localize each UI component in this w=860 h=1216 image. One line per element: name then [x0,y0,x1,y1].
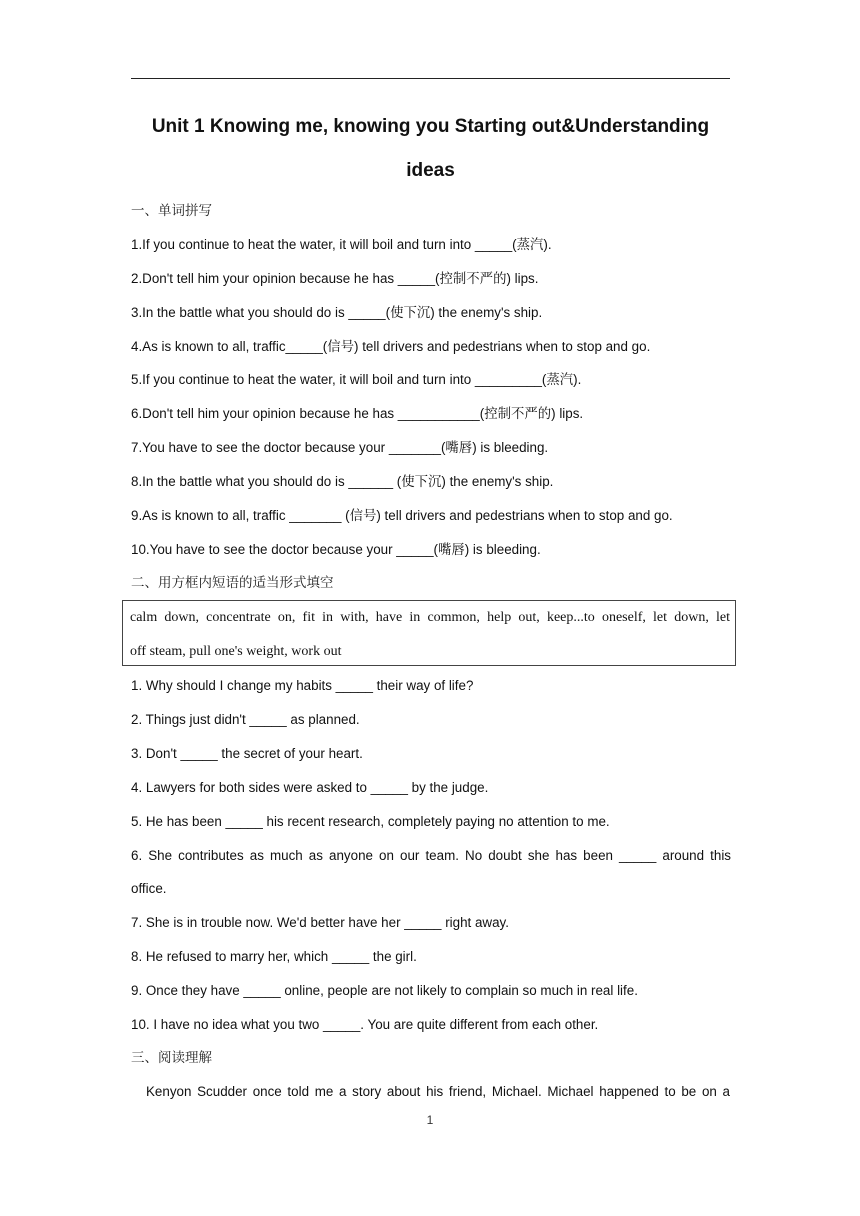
document-title-line-2: ideas [406,160,455,181]
page-number: 1 [426,1113,434,1127]
section-2-item: 6. She contributes as much as anyone on our team. No doubt she has been _____ around this [131,848,731,863]
section-2-item: 10. I have no idea what you two _____. You are quite different from each other. [131,1017,599,1032]
phrase-box-line-2: off steam, pull one's weight, work out [130,644,342,659]
section-1-item: 7.You have to see the doctor because your _______(嘴唇) is bleeding. [131,440,549,455]
section-2-item: 2. Things just didn't _____ as planned. [131,712,360,727]
section-1-item: 3.In the battle what you should do is _____(使下沉) the enemy's ship. [131,305,543,320]
section-1-item: 2.Don't tell him your opinion because he has _____(控制不严的) lips. [131,271,539,286]
section-2-item: 8. He refused to marry her, which _____ the girl. [131,949,417,964]
section-1-item: 6.Don't tell him your opinion because he has ___________(控制不严的) lips. [131,406,584,421]
section-2-item: 3. Don't _____ the secret of your heart. [131,746,363,761]
section-1-item: 9.As is known to all, traffic _______ (信号) tell drivers and pedestrians when to stop and go. [131,508,673,523]
phrase-box-line-1: calm down, concentrate on, fit in with, have in common, help out, keep...to oneself, let down, let [130,610,730,625]
section-2-heading: 二、用方框内短语的适当形式填空 [131,575,334,591]
section-2-item-continuation: office. [131,881,167,896]
section-1-item: 1.If you continue to heat the water, it will boil and turn into _____(蒸汽). [131,237,552,252]
section-2-item: 7. She is in trouble now. We'd better have her _____ right away. [131,915,509,930]
section-2-item: 4. Lawyers for both sides were asked to _____ by the judge. [131,780,489,795]
section-3-heading: 三、阅读理解 [131,1050,212,1066]
section-1-heading: 一、单词拼写 [131,203,212,219]
section-2-item: 1. Why should I change my habits _____ their way of life? [131,678,474,693]
section-2-item: 9. Once they have _____ online, people are not likely to complain so much in real life. [131,983,638,998]
section-1-item: 5.If you continue to heat the water, it will boil and turn into _________(蒸汽). [131,372,582,387]
header-rule [131,78,730,79]
document-title-line-1: Unit 1 Knowing me, knowing you Starting out&Understanding [151,116,710,137]
section-1-item: 8.In the battle what you should do is ______ (使下沉) the enemy's ship. [131,474,554,489]
section-1-item: 4.As is known to all, traffic_____(信号) tell drivers and pedestrians when to stop and go. [131,339,651,354]
reading-paragraph-line: Kenyon Scudder once told me a story about his friend, Michael. Michael happened to be on a [146,1084,730,1099]
section-2-item: 5. He has been _____ his recent research, completely paying no attention to me. [131,814,610,829]
section-1-item: 10.You have to see the doctor because your _____(嘴唇) is bleeding. [131,542,541,557]
